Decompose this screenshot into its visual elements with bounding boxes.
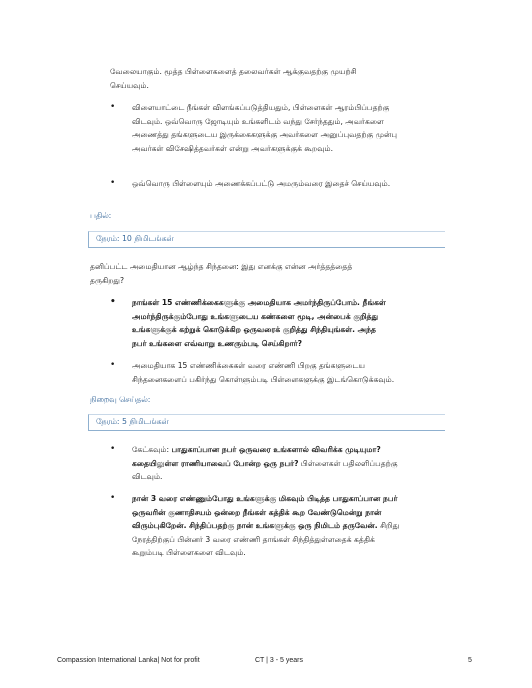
bullet-line: கதையிலுள்ள ராணியாவைப் போன்ற ஒரு நபர்? பிள்ளைகள் பதிலளிப்பதற்கு [132,458,398,468]
bullet-line: நபர் உங்களை எவ்வாறு உணரும்படி செய்கிறார்? [132,338,303,348]
bullet-line: ஒருவரின் குணாதிசயம் ஒன்றை நீங்கள் கத்திக் கூற வேண்டுமென்று நான் [132,507,382,517]
section-label: பதில்: [90,211,112,220]
time-text: நேரம்: 10 நிமிடங்கள் [96,234,174,243]
bullet-item [110,443,462,484]
reflection-line: தருகிறது? [90,276,124,285]
bullet-dot: • [110,360,116,370]
bullet-dot: • [110,178,116,188]
time-box [88,414,445,431]
time-text: நேரம்: 5 நிமிடங்கள் [96,417,169,426]
bullet-line: நேரத்திற்குப் பின்னர் 3 வரை எண்ணி தாங்கள் சிந்தித்துள்ளதைக் கத்திக் [132,534,375,544]
time-box [88,231,445,248]
bullet-line: உங்களுக்குக் கற்றுக் கொடுக்கிற ஒருவரைக் குறித்து சிந்தியுங்கள். அந்த [132,325,376,334]
bullet-item [110,359,462,386]
bullet-line: அமைதியாக 15 எண்ணிக்கைகள் வரை எண்ணி பிறகு தங்களுடைய [132,361,365,370]
intro-line: செய்யவும். [110,81,149,90]
footer-left: Compassion International Lanka| Not for profit [57,657,200,664]
bullet-line: நாங்கள் 15 எண்ணிக்கைகளுக்கு அமைதியாக அமர்ந்திருப்போம். நீங்கள் [132,298,386,307]
bullet-line: அணைத்து தங்களுடைய இருக்கைகளுக்கு அவர்களை அனுப்புவதற்கு முன்பு [132,130,398,139]
bullet-dot: • [110,297,116,307]
bullet-dot: • [110,444,116,454]
bullet-item [110,296,462,350]
bullet-line: அமர்ந்திருக்கும்போது உங்களுடைய கண்களை மூடி, அன்பைக் குறித்து [132,311,379,321]
bullet-line: விரும்புகிறேன். சிந்திப்பதற்கு நான் உங்களுக்கு ஒரு நிமிடம் தருவேன். சிறிது [132,521,400,530]
bullet-line: நான் 3 வரை எண்ணும்போது உங்களுக்கு மிகவும் பிடித்த பாதுகாப்பான நபர் [132,494,398,503]
page-number: 5 [468,657,472,664]
bullet-line: விடவும். ஒவ்வொரு ஜோடியும் உங்களிடம் வந்து சேர்ந்ததும், அவர்களை [132,116,384,126]
reflection-intro [90,260,352,288]
bullet-line: விடவும். [132,472,163,481]
reflection-line: தனிப்பட்ட அமைதியான ஆழ்ந்த சிந்தனை: இது எனக்கு என்ன அர்த்தத்தைத் [90,262,353,271]
bullet-line: சிந்தனைகளைப் பகிர்ந்து கொள்ளும்படி பிள்ளைகளுக்கு இடங்கொடுக்கவும். [132,374,395,384]
section-label: நிறைவு செய்தல்: [90,395,151,404]
bullet-item [110,177,462,191]
bullet-item [110,492,462,560]
bullet-line: அவர்கள் விசேஷித்தவர்கள் என்று அவர்களுக்குக் கூறவும். [132,143,334,153]
footer-center: CT | 3 - 5 years [255,657,303,664]
intro-paragraph [110,65,357,93]
intro-line: வேலையாகும். மூத்த பிள்ளைகளைத் தலைவர்கள் ஆக்குவதற்கு முயற்சி [110,67,357,76]
bullet-line: விளையாட்டை நீங்கள் விளங்கப்படுத்தியதும், பிள்ளைகள் ஆரம்பிப்பதற்கு [132,103,390,112]
bullet-item [110,101,462,155]
bullet-line: கூறும்படி பிள்ளைகளை விடவும். [132,548,246,557]
bullet-dot: • [110,102,116,112]
bullet-line: ஒவ்வொரு பிள்ளையும் அணைக்கப்பட்டு அமரும்வரை இதைச் செய்யவும். [132,179,391,188]
bullet-dot: • [110,493,116,503]
bullet-line: கேட்கவும்: பாதுகாப்பான நபர் ஒருவரை உங்களால் விவரிக்க முடியுமா? [132,445,381,454]
